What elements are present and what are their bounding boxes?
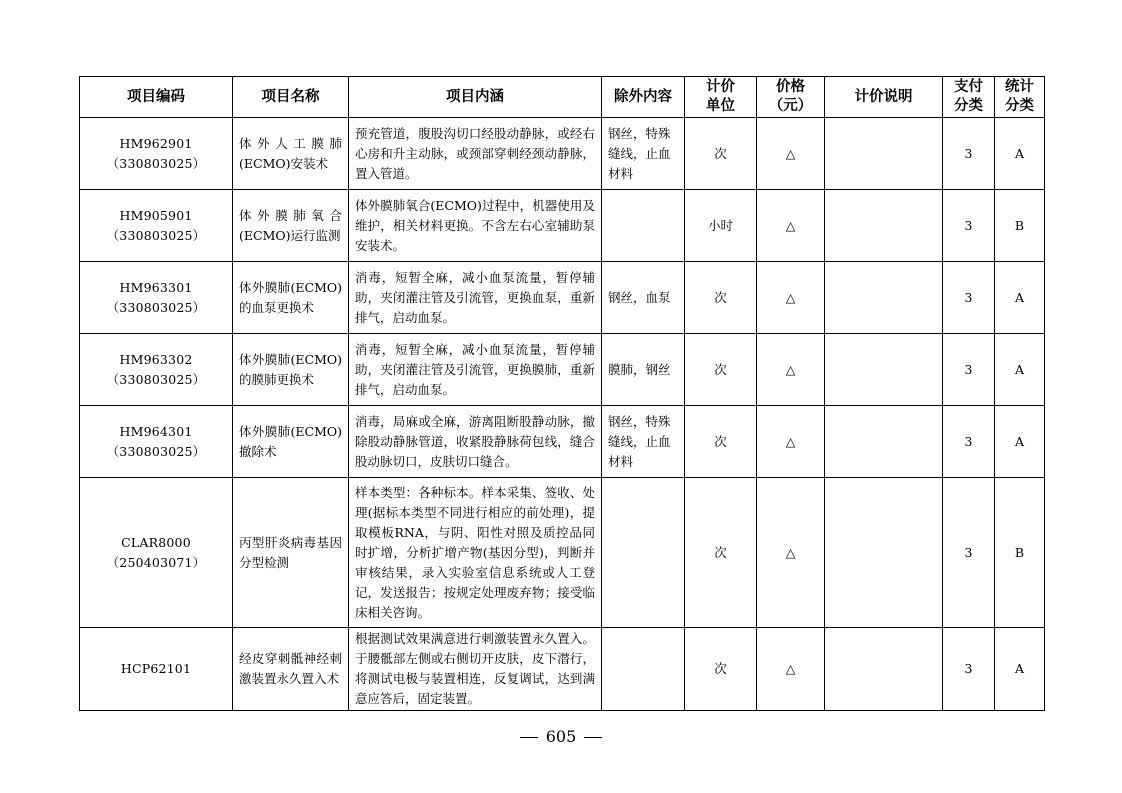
cell-note bbox=[825, 190, 943, 262]
cell-stat: A bbox=[995, 118, 1045, 190]
header-name: 项目名称 bbox=[233, 77, 349, 118]
cell-stat: A bbox=[995, 262, 1045, 334]
cell-excluded: 钢丝，特殊缝线，止血材料 bbox=[602, 118, 685, 190]
header-price-line1: 价格 bbox=[776, 79, 805, 95]
cell-unit: 次 bbox=[685, 406, 757, 478]
page-number-dash-left bbox=[520, 737, 538, 738]
cell-price: △ bbox=[757, 262, 825, 334]
cell-content: 预充管道，腹股沟切口经股动静脉，或经右心房和升主动脉，或颈部穿刺经颈动静脉，置入管道。 bbox=[349, 118, 602, 190]
cell-stat: A bbox=[995, 334, 1045, 406]
cell-excluded: 钢丝，血泵 bbox=[602, 262, 685, 334]
cell-name: 丙型肝炎病毒基因分型检测 bbox=[233, 478, 349, 628]
cell-name: 体外膜肺(ECMO)撤除术 bbox=[233, 406, 349, 478]
cell-content: 样本类型：各种标本。样本采集、签收、处理(据标本类型不同进行相应的前处理)，提取模板RNA，与阴、阳性对照及质控品同时扩增，分析扩增产物(基因分型)，判断并审核结果，录入实验室信息系统或人工登记，发送报告；按规定处理废弃物；接受临床相关咨询。 bbox=[349, 478, 602, 628]
cell-unit: 次 bbox=[685, 118, 757, 190]
table-row bbox=[80, 334, 1045, 406]
cell-excluded bbox=[602, 478, 685, 628]
cell-pay: 3 bbox=[943, 406, 995, 478]
cell-price: △ bbox=[757, 190, 825, 262]
cell-note bbox=[825, 334, 943, 406]
header-excluded: 除外内容 bbox=[602, 77, 685, 118]
cell-excluded bbox=[602, 190, 685, 262]
cell-price: △ bbox=[757, 628, 825, 711]
cell-stat: A bbox=[995, 628, 1045, 711]
header-pay-line1: 支付 bbox=[954, 79, 983, 95]
cell-unit: 小时 bbox=[685, 190, 757, 262]
cell-code: HM905901（330803025） bbox=[80, 190, 233, 262]
cell-content: 消毒，局麻或全麻，游离阻断股静动脉，撤除股动静脉管道，收紧股静脉荷包线，缝合股动脉切口，皮肤切口缝合。 bbox=[349, 406, 602, 478]
cell-code: CLAR8000（250403071） bbox=[80, 478, 233, 628]
cell-code: HM964301（330803025） bbox=[80, 406, 233, 478]
cell-stat: A bbox=[995, 406, 1045, 478]
cell-pay: 3 bbox=[943, 262, 995, 334]
header-pay bbox=[943, 77, 995, 118]
cell-unit: 次 bbox=[685, 628, 757, 711]
cell-code: HM963302（330803025） bbox=[80, 334, 233, 406]
cell-pay: 3 bbox=[943, 334, 995, 406]
cell-excluded bbox=[602, 628, 685, 711]
cell-excluded: 钢丝，特殊缝线，止血材料 bbox=[602, 406, 685, 478]
cell-price: △ bbox=[757, 478, 825, 628]
cell-unit: 次 bbox=[685, 478, 757, 628]
table-row bbox=[80, 628, 1045, 711]
cell-name: 体外膜肺(ECMO)的血泵更换术 bbox=[233, 262, 349, 334]
cell-pay: 3 bbox=[943, 118, 995, 190]
cell-excluded: 膜肺，钢丝 bbox=[602, 334, 685, 406]
header-code: 项目编码 bbox=[80, 77, 233, 118]
cell-pay: 3 bbox=[943, 190, 995, 262]
cell-note bbox=[825, 406, 943, 478]
cell-pay: 3 bbox=[943, 478, 995, 628]
table-header-row bbox=[80, 77, 1045, 118]
cell-stat: B bbox=[995, 478, 1045, 628]
cell-note bbox=[825, 478, 943, 628]
table-row bbox=[80, 262, 1045, 334]
page-number: 605 bbox=[545, 727, 577, 746]
table-row bbox=[80, 190, 1045, 262]
cell-price: △ bbox=[757, 334, 825, 406]
header-unit bbox=[685, 77, 757, 118]
page-number-dash-right bbox=[584, 737, 602, 738]
page-footer bbox=[0, 726, 1122, 748]
header-stat-line1: 统计 bbox=[1005, 79, 1034, 95]
cell-note bbox=[825, 118, 943, 190]
header-content: 项目内涵 bbox=[349, 77, 602, 118]
cell-content: 消毒，短暂全麻，减小血泵流量，暂停辅助，夹闭灌注管及引流管，更换血泵，重新排气，启动血泵。 bbox=[349, 262, 602, 334]
header-note: 计价说明 bbox=[825, 77, 943, 118]
price-table bbox=[79, 76, 1045, 711]
cell-code: HM962901（330803025） bbox=[80, 118, 233, 190]
table-row bbox=[80, 406, 1045, 478]
header-unit-line1: 计价 bbox=[706, 79, 735, 95]
cell-name: 体外膜肺氧合(ECMO)运行监测 bbox=[233, 190, 349, 262]
header-pay-line2: 分类 bbox=[954, 98, 983, 114]
table-row bbox=[80, 118, 1045, 190]
cell-name: 体外人工膜肺(ECMO)安装术 bbox=[233, 118, 349, 190]
cell-pay: 3 bbox=[943, 628, 995, 711]
header-stat bbox=[995, 77, 1045, 118]
cell-code: HM963301（330803025） bbox=[80, 262, 233, 334]
cell-content: 根据测试效果满意进行刺激装置永久置入。于腰骶部左侧或右侧切开皮肤，皮下潜行，将测试电极与装置相连，反复调试，达到满意应答后，固定装置。 bbox=[349, 628, 602, 711]
cell-unit: 次 bbox=[685, 262, 757, 334]
cell-price: △ bbox=[757, 406, 825, 478]
header-stat-line2: 分类 bbox=[1005, 98, 1034, 114]
header-unit-line2: 单位 bbox=[706, 98, 735, 114]
cell-content: 体外膜肺氧合(ECMO)过程中，机器使用及维护，相关材料更换。不含左右心室辅助泵安装术。 bbox=[349, 190, 602, 262]
cell-name: 体外膜肺(ECMO)的膜肺更换术 bbox=[233, 334, 349, 406]
cell-stat: B bbox=[995, 190, 1045, 262]
cell-unit: 次 bbox=[685, 334, 757, 406]
header-price bbox=[757, 77, 825, 118]
cell-note bbox=[825, 628, 943, 711]
table-row bbox=[80, 478, 1045, 628]
header-price-line2: （元） bbox=[768, 98, 813, 114]
cell-note bbox=[825, 262, 943, 334]
cell-name: 经皮穿刺骶神经刺激装置永久置入术 bbox=[233, 628, 349, 711]
cell-content: 消毒，短暂全麻，减小血泵流量，暂停辅助，夹闭灌注管及引流管，更换膜肺，重新排气，启动血泵。 bbox=[349, 334, 602, 406]
cell-price: △ bbox=[757, 118, 825, 190]
cell-code: HCP62101 bbox=[80, 628, 233, 711]
